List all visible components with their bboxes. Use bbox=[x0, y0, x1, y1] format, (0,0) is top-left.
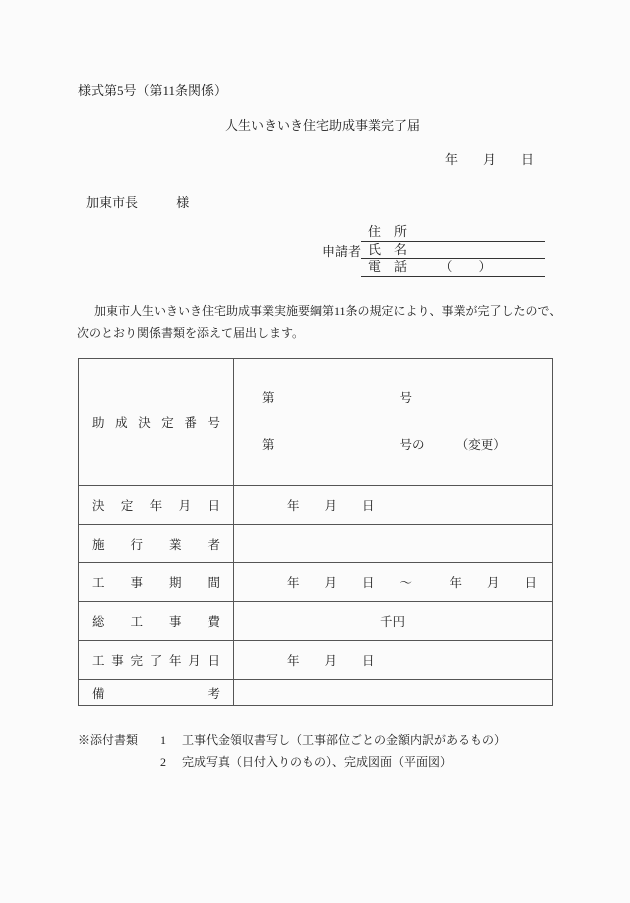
row-value-completion-date: 年 月 日 bbox=[234, 641, 553, 680]
table-row bbox=[79, 680, 553, 706]
row-value-decision-date: 年 月 日 bbox=[234, 486, 553, 525]
page-title: 人生いきいき住宅助成事業完了届 bbox=[225, 118, 421, 133]
row-value-remarks bbox=[234, 680, 553, 706]
addressee-honorific: 様 bbox=[176, 195, 190, 210]
row-label-decision-date: 決定年月日 bbox=[79, 486, 234, 525]
applicant-block bbox=[322, 224, 545, 277]
applicant-name-field: 氏 名 bbox=[361, 242, 545, 260]
decision-number-line-1: 第 号 bbox=[262, 391, 413, 405]
date-line: 年 月 日 bbox=[444, 152, 540, 167]
table-row bbox=[79, 602, 553, 641]
note-number-1: 1 bbox=[160, 733, 166, 747]
completion-table bbox=[78, 358, 552, 706]
row-value-total-cost: 千円 bbox=[234, 602, 553, 641]
body-line-2: 次のとおり関係書類を添えて届出します。 bbox=[77, 326, 305, 340]
addressee-line bbox=[86, 192, 189, 211]
note-indent bbox=[78, 751, 160, 773]
row-label-completion-date: 工事完了年月日 bbox=[79, 641, 234, 680]
row-value-contractor bbox=[234, 525, 553, 563]
decision-number-line-2: 第 号の （変更） bbox=[262, 438, 506, 452]
row-value-subsidy-decision-number bbox=[234, 359, 553, 486]
row-label-remarks: 備考 bbox=[79, 680, 234, 706]
table-row bbox=[79, 359, 553, 486]
table-row bbox=[79, 563, 553, 602]
applicant-label: 申請者 bbox=[322, 243, 362, 259]
row-value-construction-period: 年 月 日 ～ 年 月 日 bbox=[234, 563, 553, 602]
notes-marker: ※添付書類 bbox=[78, 733, 139, 747]
row-label-subsidy-decision-number: 助成決定番号 bbox=[79, 359, 234, 486]
applicant-phone-field: 電 話 （ ） bbox=[361, 259, 545, 277]
applicant-address-field: 住 所 bbox=[361, 224, 545, 242]
note-line-2 bbox=[78, 751, 506, 773]
form-number: 様式第5号（第11条関係） bbox=[78, 83, 228, 98]
table-row bbox=[79, 641, 553, 680]
attachment-notes bbox=[78, 729, 506, 773]
row-label-construction-period: 工事期間 bbox=[79, 563, 234, 602]
body-paragraph bbox=[77, 300, 561, 344]
table-row bbox=[79, 486, 553, 525]
row-label-contractor: 施行業者 bbox=[79, 525, 234, 563]
applicant-fields bbox=[361, 224, 545, 277]
note-number-2: 2 bbox=[160, 755, 166, 769]
note-text-1: 工事代金領収書写し（工事部位ごとの金額内訳があるもの） bbox=[182, 733, 507, 747]
addressee-name: 加東市長 bbox=[86, 195, 139, 210]
note-text-2: 完成写真（日付入りのもの）、完成図面（平面図） bbox=[182, 755, 453, 769]
note-line-1 bbox=[78, 729, 506, 751]
row-label-total-cost: 総工事費 bbox=[79, 602, 234, 641]
body-line-1: 加東市人生いきいき住宅助成事業実施要綱第11条の規定により、事業が完了したので、 bbox=[94, 304, 562, 318]
table-row bbox=[79, 525, 553, 563]
